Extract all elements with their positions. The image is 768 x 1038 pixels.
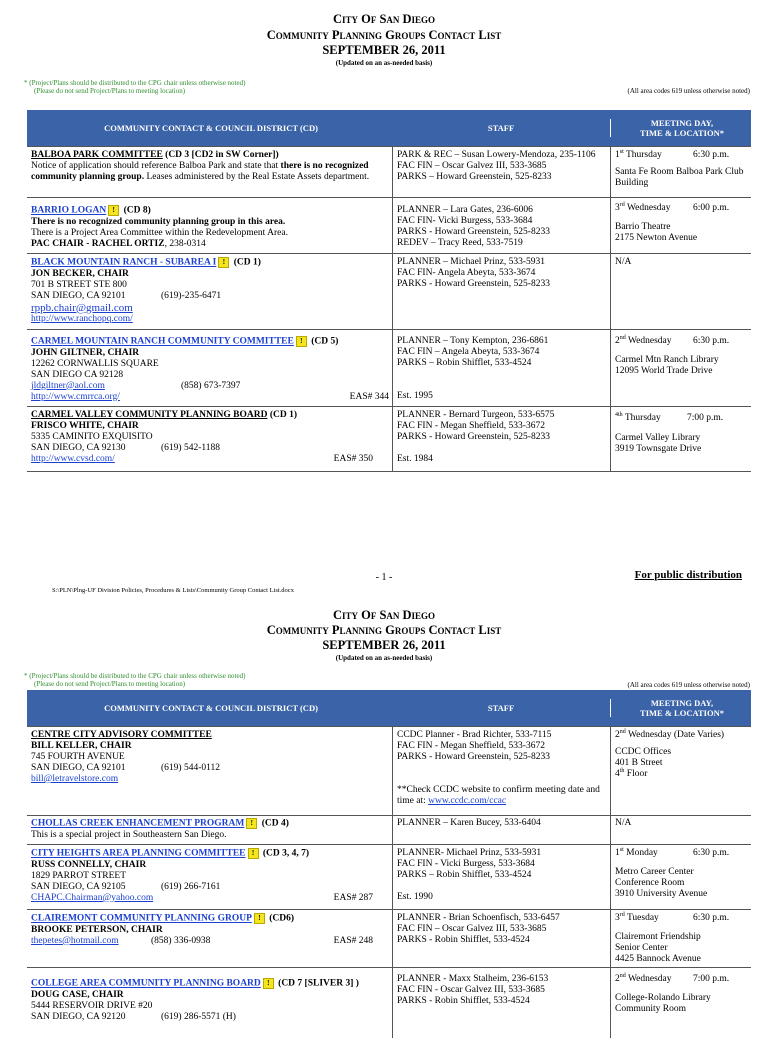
warning-icon: ! bbox=[254, 913, 265, 924]
meeting-location-note: (Please do not send Project/Plans to meeting location) bbox=[34, 680, 186, 688]
staff-list: PLANNER- Michael Prinz, 533-5931 FAC FIN - Vicki Burgess, 533-3684 PARKS – Robin Shifflet, 533-4524 Est. 1990 bbox=[397, 848, 542, 902]
staff-list: PLANNER – Tony Kempton, 236-6861 FAC FIN – Angela Abeyta, 533-3674 PARKS – Robin Shifflet, 533-4524 Est. 1995 bbox=[397, 336, 549, 401]
staff-list: PLANNER - Maxx Stalheim, 236-6153 FAC FIN - Oscar Galvez III, 533-3685 PARKS - Robin Shifflet, 533-4524 bbox=[397, 974, 549, 1006]
table-row: CHOLLAS CREEK ENHANCEMENT PROGRAM ! (CD 4) This is a special project in Southeastern San Diego. PLANNER – Karen Bucey, 533-6404 N/A bbox=[27, 815, 751, 845]
doc-updated-note: (Updated on an as-needed basis) bbox=[335, 59, 433, 67]
group-link[interactable]: BARRIO LOGAN bbox=[31, 205, 107, 216]
table-header bbox=[27, 110, 751, 146]
table-row: BLACK MOUNTAIN RANCH - SUBAREA I ! (CD 1) JON BECKER, CHAIR 701 B STREET STE 800 SAN DIEGO, CA 92101 (619)-235-6471 rppb.chair@gmail.com http://www.ranchopq.com/ PLANNER – Michael Prinz, 533-5931 FAC FIN- Angela Abeyta, 533-3674 PARKS - Howard Greenstein, 525-8233 N/A bbox=[27, 254, 751, 330]
warning-icon: ! bbox=[108, 205, 119, 216]
table-row: BALBOA PARK COMMITTEE (CD 3 [CD2 in SW Corner]) Notice of application should reference Balboa Park and state that there is no recognized community planning group. Leases administered by the Real Estate Assets department. PARK & REC – Susan Lowery-Mendoza, 235-1106 FAC FIN – Oscar Galvez III, 533-3685 PARKS – Howard Greenstein, 525-8233 1st Thursday 6:30 p.m. Santa Fe Room Balboa Park Club Building bbox=[27, 146, 751, 198]
meeting-info: 1st Thursday 6:30 p.m. Santa Fe Room Balboa Park Club Building bbox=[615, 148, 744, 188]
header-staff: STAFF bbox=[487, 703, 515, 713]
header-community-contact: COMMUNITY CONTACT & COUNCIL DISTRICT (CD) bbox=[104, 123, 318, 133]
group-link[interactable]: BLACK MOUNTAIN RANCH - SUBAREA I bbox=[31, 257, 217, 268]
meeting-location-note: (Please do not send Project/Plans to meeting location) bbox=[34, 87, 186, 95]
header-staff: STAFF bbox=[487, 123, 515, 133]
doc-title-city: City Of San Diego bbox=[332, 12, 436, 26]
table-header bbox=[27, 690, 751, 726]
doc-title-list: Community Planning Groups Contact List bbox=[266, 28, 502, 42]
group-name: CARMEL VALLEY COMMUNITY PLANNING BOARD bbox=[31, 410, 268, 420]
table-row: CLAIREMONT COMMUNITY PLANNING GROUP ! (CD6) BROOKE PETERSON, CHAIR thepetes@hotmail.com (858) 336-0938 EAS# 248 PLANNER - Brian Schoenfisch, 533-6457 FAC FIN – Oscar Galvez III, 533-3685 PARKS - Robin Shifflet, 533-4524 3rd Tuesday 6:30 p.m. Clairemont Friendship Senior Center 4425 Bannock Avenue bbox=[27, 910, 751, 968]
ccdc-link[interactable]: www.ccdc.com/ccac bbox=[428, 796, 507, 806]
public-distribution-label: For public distribution bbox=[634, 569, 742, 581]
staff-list: CCDC Planner - Brad Richter, 533-7115 FAC FIN - Megan Sheffield, 533-3672 PARKS - Howard Greenstein, 525-8233 **Check CCDC website to confirm meeting date and time at: www.ccdc.com/ccac bbox=[397, 730, 600, 806]
staff-list: PLANNER - Bernard Turgeon, 533-6575 FAC FIN - Megan Sheffield, 533-3672 PARKS - Howard Greenstein, 525-8233 Est. 1984 bbox=[397, 410, 555, 464]
meeting-info: N/A bbox=[615, 257, 632, 267]
warning-icon: ! bbox=[296, 336, 307, 347]
email-link[interactable]: jldgiltner@aol.com bbox=[31, 380, 105, 391]
header-meeting: MEETING DAY, TIME & LOCATION* bbox=[640, 118, 724, 138]
group-link[interactable]: CITY HEIGHTS AREA PLANNING COMMITTEE bbox=[31, 848, 246, 859]
eas-number: EAS# 344 bbox=[349, 391, 389, 402]
eas-number: EAS# 248 bbox=[333, 935, 373, 946]
area-code-note: (All area codes 619 unless otherwise noted) bbox=[627, 681, 750, 689]
eas-number: EAS# 287 bbox=[333, 892, 373, 903]
warning-icon: ! bbox=[218, 257, 229, 268]
doc-date: SEPTEMBER 26, 2011 bbox=[322, 43, 446, 57]
meeting-info: 2nd Wednesday 7:00 p.m. College-Rolando Library Community Room bbox=[615, 972, 730, 1014]
group-link[interactable]: COLLEGE AREA COMMUNITY PLANNING BOARD bbox=[31, 978, 261, 989]
warning-icon: ! bbox=[263, 978, 274, 989]
staff-list: PLANNER – Michael Prinz, 533-5931 FAC FIN- Angela Abeyta, 533-3674 PARKS - Howard Greenstein, 525-8233 bbox=[397, 257, 550, 289]
meeting-info: 3rd Tuesday 6:30 p.m. Clairemont Friendship Senior Center 4425 Bannock Avenue bbox=[615, 911, 730, 964]
meeting-info: 1st Monday 6:30 p.m. Metro Career Center Conference Room 3910 University Avenue bbox=[615, 846, 730, 899]
doc-title-list: Community Planning Groups Contact List bbox=[266, 623, 502, 637]
meeting-info: N/A bbox=[615, 818, 632, 828]
table-row: CARMEL VALLEY COMMUNITY PLANNING BOARD (CD 1) FRISCO WHITE, CHAIR 5335 CAMINITO EXQUISITO SAN DIEGO, CA 92130 (619) 542-1188 http://www.cvsd.com/ EAS# 350 PLANNER - Bernard Turgeon, 533-6575 FAC FIN - Megan Sheffield, 533-3672 PARKS - Howard Greenstein, 525-8233 Est. 1984 $^{4th}$ Thursday 7:00 p.m. Carmel Valley Library 3919 Townsgate Drive bbox=[27, 407, 751, 472]
table-row: CITY HEIGHTS AREA PLANNING COMMITTEE ! (CD 3, 4, 7) RUSS CONNELLY, CHAIR 1829 PARROT STREET SAN DIEGO, CA 92105 (619) 266-7161 CHAPC.Chairman@yahoo.com EAS# 287 PLANNER- Michael Prinz, 533-5931 FAC FIN - Vicki Burgess, 533-3684 PARKS – Robin Shifflet, 533-4524 Est. 1990 1st Monday 6:30 p.m. Metro Career Center Conference Room 3910 University Avenue bbox=[27, 845, 751, 910]
staff-list: PLANNER – Lara Gates, 236-6006 FAC FIN- Vicki Burgess, 533-3684 PARKS - Howard Greenstein, 525-8233 REDEV – Tracy Reed, 533-7519 bbox=[397, 205, 550, 248]
group-name: CENTRE CITY ADVISORY COMMITTEE bbox=[31, 730, 212, 740]
website-link[interactable]: http://www.cmrrca.org/ bbox=[31, 391, 120, 402]
area-code-note: (All area codes 619 unless otherwise noted) bbox=[627, 87, 750, 95]
email-link[interactable]: thepetes@hotmail.com bbox=[31, 935, 119, 946]
meeting-info: 3rd Wednesday 6:00 p.m. Barrio Theatre 2175 Newton Avenue bbox=[615, 201, 730, 243]
table-row: COLLEGE AREA COMMUNITY PLANNING BOARD ! (CD 7 [SLIVER 3] ) DOUG CASE, CHAIR 5444 RESERVOIR DRIVE #20 SAN DIEGO, CA 92120 (619) 286-5571 (H) PLANNER - Maxx Stalheim, 236-6153 FAC FIN - Oscar Galvez III, 533-3685 PARKS - Robin Shifflet, 533-4524 2nd Wednesday 7:00 p.m. College-Rolando Library Community Room bbox=[27, 968, 751, 1038]
table-row: CARMEL MOUNTAIN RANCH COMMUNITY COMMITTEE ! (CD 5) JOHN GILTNER, CHAIR 12262 CORNWALLIS SQUARE SAN DIEGO CA 92128 jldgiltner@aol.com (858) 673-7397 http://www.cmrrca.org/ EAS# 344 PLANNER – Tony Kempton, 236-6861 FAC FIN – Angela Abeyta, 533-3674 PARKS – Robin Shifflet, 533-4524 Est. 1995 2nd Wednesday 6:30 p.m. Carmel Mtn Ranch Library 12095 World Trade Drive bbox=[27, 330, 751, 407]
email-link[interactable]: rppb.chair@gmail.com bbox=[31, 301, 133, 314]
group-name: BALBOA PARK COMMITTEE bbox=[31, 150, 163, 160]
doc-updated-note: (Updated on an as-needed basis) bbox=[335, 654, 433, 662]
file-path: S:\PLN\Plng-UF Division Policies, Procedures & Lists\Community Group Contact List.docx bbox=[52, 587, 294, 594]
table-row: CENTRE CITY ADVISORY COMMITTEE BILL KELLER, CHAIR 745 FOURTH AVENUE SAN DIEGO, CA 92101 (619) 544-0112 bill@letravelstore.com CCDC Planner - Brad Richter, 533-7115 FAC FIN - Megan Sheffield, 533-3672 PARKS - Howard Greenstein, 525-8233 **Check CCDC website to confirm meeting date and time at: www.ccdc.com/ccac 2nd Wednesday (Date Varies) CCDC Offices 401 B Street 4th Floor bbox=[27, 726, 751, 816]
staff-list: PLANNER - Brian Schoenfisch, 533-6457 FAC FIN – Oscar Galvez III, 533-3685 PARKS - Robin Shifflet, 533-4524 bbox=[397, 913, 560, 945]
table-row: BARRIO LOGAN ! (CD 8) There is no recognized community planning group in this area. There is a Project Area Committee within the Redevelopment Area. PAC CHAIR - RACHEL ORTIZ, 238-0314 PLANNER – Lara Gates, 236-6006 FAC FIN- Vicki Burgess, 533-3684 PARKS - Howard Greenstein, 525-8233 REDEV – Tracy Reed, 533-7519 3rd Wednesday 6:00 p.m. Barrio Theatre 2175 Newton Avenue bbox=[27, 197, 751, 254]
document-page-2 bbox=[0, 596, 768, 1024]
group-link[interactable]: CHOLLAS CREEK ENHANCEMENT PROGRAM bbox=[31, 818, 245, 829]
meeting-info: 2nd Wednesday (Date Varies) CCDC Offices 401 B Street 4th Floor bbox=[615, 728, 725, 779]
warning-icon: ! bbox=[246, 818, 257, 829]
staff-list: PARK & REC – Susan Lowery-Mendoza, 235-1106 FAC FIN – Oscar Galvez III, 533-3685 PARKS – Howard Greenstein, 525-8233 bbox=[397, 150, 596, 182]
group-link[interactable]: CARMEL MOUNTAIN RANCH COMMUNITY COMMITTEE bbox=[31, 336, 294, 347]
doc-title-city: City Of San Diego bbox=[332, 608, 436, 622]
meeting-info: 2nd Wednesday 6:30 p.m. Carmel Mtn Ranch Library 12095 World Trade Drive bbox=[615, 334, 730, 376]
staff-list: PLANNER – Karen Bucey, 533-6404 bbox=[397, 818, 541, 828]
email-link[interactable]: CHAPC.Chairman@yahoo.com bbox=[31, 892, 154, 903]
header-community-contact: COMMUNITY CONTACT & COUNCIL DISTRICT (CD) bbox=[104, 703, 318, 713]
doc-date: SEPTEMBER 26, 2011 bbox=[322, 638, 446, 652]
group-link[interactable]: CLAIREMONT COMMUNITY PLANNING GROUP bbox=[31, 913, 252, 924]
eas-number: EAS# 350 bbox=[333, 454, 373, 464]
page-number: - 1 - bbox=[375, 572, 393, 583]
email-link[interactable]: bill@letravelstore.com bbox=[31, 774, 119, 784]
meeting-info: $^{4th}$ Thursday 7:00 p.m. Carmel Valley Library 3919 Townsgate Drive bbox=[615, 411, 724, 454]
distribution-note: * (Project/Plans should be distributed to the CPG chair unless otherwise noted) bbox=[24, 672, 246, 680]
website-link[interactable]: http://www.cvsd.com/ bbox=[31, 454, 115, 464]
header-meeting: MEETING DAY, TIME & LOCATION* bbox=[640, 698, 724, 718]
distribution-note: * (Project/Plans should be distributed to the CPG chair unless otherwise noted) bbox=[24, 79, 246, 87]
warning-icon: ! bbox=[248, 848, 259, 859]
website-link[interactable]: http://www.ranchopq.com/ bbox=[31, 313, 133, 324]
